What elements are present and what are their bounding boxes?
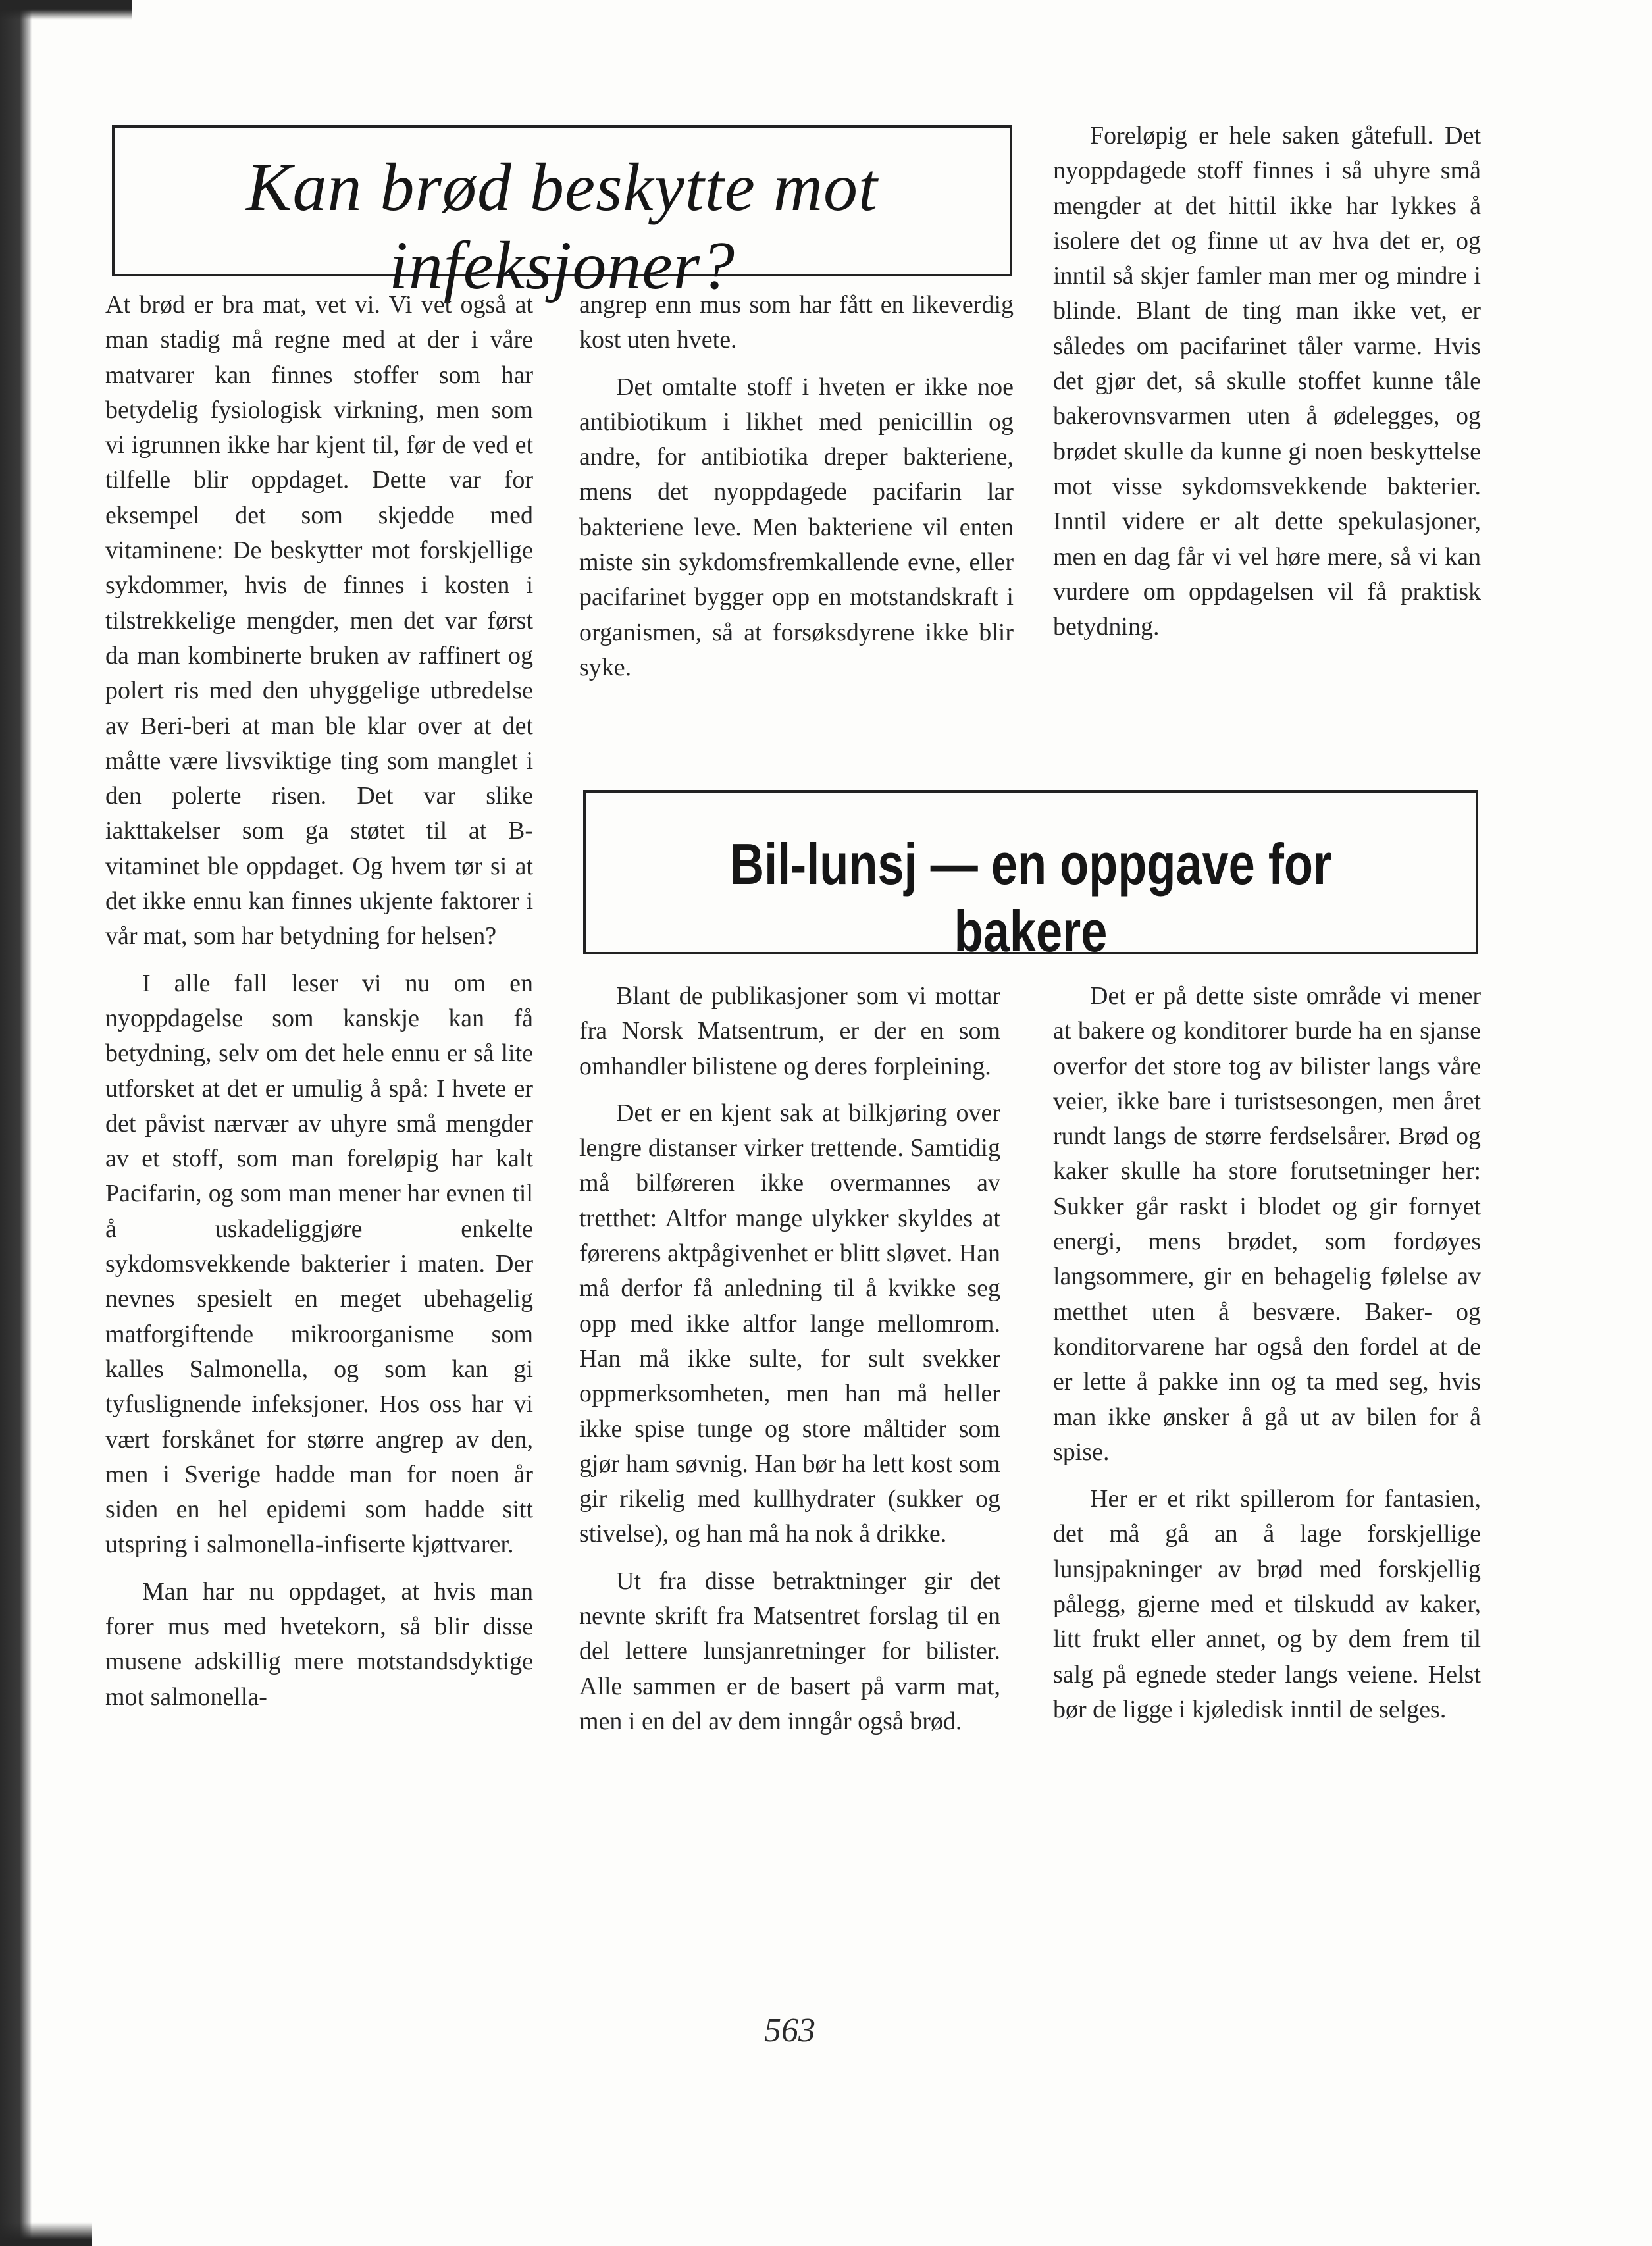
scan-shadow-top xyxy=(0,0,132,20)
article2-col1-paragraph-3: Ut fra disse betraktninger gir det nevnte skrift fra Matsentret forslag til en del lettere lunsjanretninger for bilister. Alle sammen er de basert på varm mat, men i en del av dem inngår også brød. xyxy=(579,1567,1000,1735)
article2-col1-paragraph-2: Det er en kjent sak at bilkjøring over lengre distanser virker trettende. Samtidig må bilføreren ikke overmannes av tretthet: Altfor mange ulykker skyldes at førerens aktpågivenhet er blitt sløvet. Han må derfor få anledning til å kvikke seg opp med ikke altfor lange mellomrom. Han må ikke sulte, for sult svekker oppmerksomheten, men han må heller ikke spise tunge og store måltider som gjør ham søvnig. Han bør ha lett kost som gir rikelig med kullhydrater (sukker og stivelse), og han må ha nok å drikke. xyxy=(579,1099,1000,1548)
article1-column-2 xyxy=(579,288,1014,697)
article1-col2-paragraph-2: Det omtalte stoff i hveten er ikke noe antibiotikum i likhet med penicillin og andre, for antibiotika dreper bakteriene, mens det nyoppdagede pacifarin lar bakteriene leve. Men bakteriene vil enten miste sin sykdomsfremkallende evne, eller pacifarinet bygger opp en motstandskraft i organismen, så at forsøksdyrene ikke blir syke. xyxy=(579,373,1014,681)
page-number: 563 xyxy=(764,2012,815,2049)
article2-column-2 xyxy=(1053,979,1481,1739)
article1-title: Kan brød beskytte mot infeksjoner? xyxy=(246,149,878,303)
article2-title: Bil-lunsj — en oppgave for bakere xyxy=(729,831,1332,964)
article1-column-1 xyxy=(105,288,533,1727)
article1-col1-paragraph-3: Man har nu oppdaget, at hvis man forer mus med hvetekorn, så blir disse musene adskillig mere motstandsdyktige mot salmonella- xyxy=(105,1577,533,1711)
scan-shadow-bottom xyxy=(0,2222,92,2246)
article2-col1-paragraph-1: Blant de publikasjoner som vi mottar fra Norsk Matsentrum, er der en som omhandler bilistene og deres forpleining. xyxy=(579,982,1000,1080)
article1-col2-paragraph-1: angrep enn mus som har fått en likeverdig kost uten hvete. xyxy=(579,291,1014,354)
article2-column-1 xyxy=(579,979,1000,1751)
article2-col2-paragraph-2: Her er et rikt spillerom for fantasien, det må gå an å lage forskjellige lunsjpakninger av brød med forskjellig pålegg, gjerne med et tilskudd av kaker, litt frukt eller annet, og by dem frem til salg på egnede steder langs veiene. Helst bør de ligge i kjøledisk inntil de selges. xyxy=(1053,1485,1481,1723)
article2-col2-paragraph-1: Det er på dette siste område vi mener at bakere og konditorer burde ha en sjanse overfor det store tog av bilister langs våre veier, ikke bare i turistsesongen, men året rundt langs de større ferdselsårer. Brød og kaker skulle ha store forutsetninger her: Sukker går raskt i blodet og gir fornyet energi, mens brødet, som fordøyes langsommere, gir en behagelig følelse av metthet uten å besvære. Baker- og konditorvarene har også den fordel at de er lette å pakke inn og ta med seg, hvis man ikke ønsker å gå ut av bilen for å spise. xyxy=(1053,982,1481,1466)
article1-col1-paragraph-1: At brød er bra mat, vet vi. Vi vet også at man stadig må regne med at der i våre matvarer kan finnes stoffer som har betydelig fysiologisk virkning, men som vi igrunnen ikke har kjent til, før de ved et tilfelle blir oppdaget. Dette var for eksempel det som skjedde med vitaminene: De beskytter mot forskjellige sykdommer, hvis de finnes i kosten i tilstrekkelige mengder, men det var først da man kombinerte bruken av raffinert og polert ris med den uhyggelige utbredelse av Beri-beri at man ble klar over at det måtte være livsviktige ting som manglet i den polerte risen. Det var slike iakttakelser som ga støtet til at B-vitaminet ble oppdaget. Og hvem tør si at det ikke ennu kan finnes ukjente faktorer i vår mat, som har betydning for helsen? xyxy=(105,291,533,951)
article1-col3-paragraph-1: Foreløpig er hele saken gåtefull. Det nyoppdagede stoff finnes i så uhyre små mengder at det hittil ikke har lykkes å isolere det og finne ut av hva det er, og inntil så skjer famler man mer og mindre i blinde. Blant de ting man ikke vet, er således om pacifarinet tåler varme. Hvis det gjør det, så skulle stoffet kunne tåle bakerovnsvarmen uten å ødelegges, og brødet skulle da kunne gi noen beskyttelse mot visse sykdomsvekkende bakterier. Inntil videre er alt dette spekulasjoner, men en dag får vi vel høre mere, så vi kan vurdere om oppdagelsen vil få praktisk betydning. xyxy=(1053,122,1481,641)
article1-column-3 xyxy=(1053,118,1481,656)
scan-shadow-edge xyxy=(0,0,32,2246)
article1-col1-paragraph-2: I alle fall leser vi nu om en nyoppdagelse som kanskje kan få betydning, selv om det hele ennu er så lite utforsket at det er umulig å spå: I hvete er det påvist nærvær av uhyre små mengder av et stoff, som man foreløpig har kalt Pacifarin, og som man mener har evnen til å uskadeliggjøre enkelte sykdomsvekkende bakterier i maten. Der nevnes spesielt en meget ubehagelig matforgiftende mikroorganisme som kalles Salmonella, og som kan gi tyfuslignende infeksjoner. Hos oss har vi vært forskånet for større angrep av den, men i Sverige hadde man for noen år siden en hel epidemi som hadde sitt utspring i salmonella-infiserte kjøttvarer. xyxy=(105,969,533,1559)
